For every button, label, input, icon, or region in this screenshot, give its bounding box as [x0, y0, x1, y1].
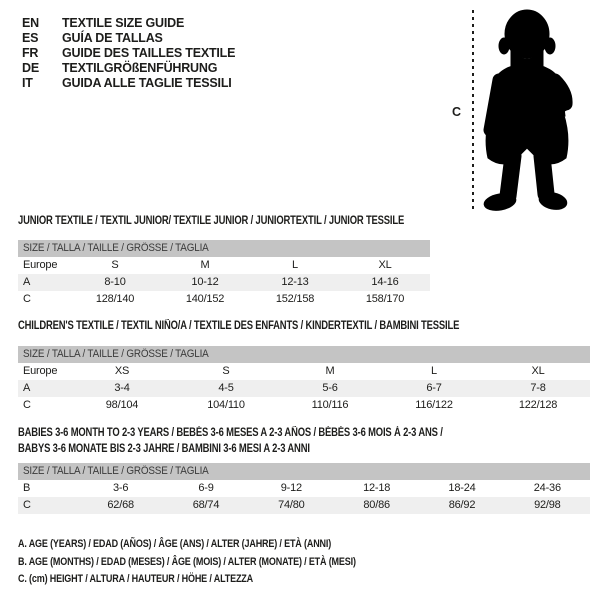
table-row-c — [18, 291, 430, 308]
language-row-it — [22, 76, 235, 91]
footnote-a: A. AGE (YEARS) / EDAD (AÑOS) / ÂGE (ANS) / ALTER (JAHRE) / ETÀ (ANNI) — [18, 538, 332, 550]
table-cell: 7-8 — [530, 382, 546, 394]
table-cell: 92/98 — [534, 499, 561, 511]
footnote-c: C. (cm) HEIGHT / ALTURA / HAUTEUR / HÖHE / ALTEZZA — [18, 573, 254, 585]
language-code: ES — [22, 31, 39, 45]
babies-table-title-line1: BABIES 3-6 MONTH TO 2-3 YEARS / BEBÉS 3-6 MESES A 2-3 AÑOS / BÉBÉS 3-6 MOIS À 2-3 ANS / — [18, 427, 443, 439]
size-header-label: SIZE / TALLA / TAILLE / GRÖSSE / TAGLIA — [23, 242, 209, 254]
table-cell: 14-16 — [371, 276, 399, 288]
table-cell: 4-5 — [218, 382, 234, 394]
table-cell: 18-24 — [448, 482, 476, 494]
language-code: DE — [22, 61, 39, 75]
table-cell: 10-12 — [191, 276, 219, 288]
table-cell: M — [200, 259, 210, 271]
table-rows — [18, 257, 430, 308]
table-row-europe — [18, 257, 430, 274]
row-label: Europe — [23, 365, 58, 377]
row-label: C — [23, 499, 31, 511]
table-cell: XS — [114, 365, 130, 377]
language-list — [22, 16, 235, 91]
table-cell: 3-4 — [114, 382, 130, 394]
size-header-bar — [18, 463, 590, 480]
table-cell: 74/80 — [278, 499, 305, 511]
table-cell: 86/92 — [448, 499, 476, 511]
table-cell: L — [431, 365, 437, 377]
language-label: TEXTILE SIZE GUIDE — [62, 16, 185, 30]
row-label: A — [23, 382, 31, 394]
table-row-c — [18, 397, 590, 414]
table-cell: 98/104 — [105, 399, 139, 411]
language-row-es — [22, 31, 235, 46]
children-table-title: CHILDREN'S TEXTILE / TEXTIL NIÑO/A / TEXTILE DES ENFANTS / KINDERTEXTIL / BAMBINI TESSILE — [18, 320, 460, 332]
junior-size-table — [18, 240, 430, 308]
size-header-bar — [18, 240, 430, 257]
babies-table-title — [18, 425, 443, 457]
table-cell: 12-18 — [363, 482, 391, 494]
height-dashed-line — [472, 10, 474, 210]
babies-table-title-line2: BABYS 3-6 MONATE BIS 2-3 JAHRE / BAMBINI 3-6 MESI A 2-3 ANNI — [18, 443, 310, 455]
language-label: GUÍA DE TALLAS — [62, 31, 163, 45]
baby-silhouette-icon — [483, 8, 573, 212]
table-cell: 68/74 — [192, 499, 220, 511]
table-cell: XL — [531, 365, 545, 377]
row-label: Europe — [23, 259, 58, 271]
language-row-en — [22, 16, 235, 31]
table-cell: 110/116 — [311, 399, 349, 411]
table-cell: 152/158 — [275, 293, 315, 305]
table-cell: 80/86 — [363, 499, 390, 511]
table-cell: 128/140 — [95, 293, 135, 305]
babies-size-table — [18, 463, 590, 514]
table-cell: 6-7 — [426, 382, 442, 394]
children-size-table — [18, 346, 590, 414]
row-label: C — [23, 293, 31, 305]
language-code: IT — [22, 76, 33, 90]
table-cell: 140/152 — [185, 293, 225, 305]
table-cell: 24-36 — [533, 482, 561, 494]
language-label: GUIDA ALLE TAGLIE TESSILI — [62, 76, 232, 90]
language-code: FR — [22, 46, 39, 60]
table-rows — [18, 480, 590, 514]
table-cell: 116/122 — [415, 399, 453, 411]
table-cell: L — [292, 259, 298, 271]
table-rows — [18, 363, 590, 414]
size-header-label: SIZE / TALLA / TAILLE / GRÖSSE / TAGLIA — [23, 465, 209, 477]
table-cell: 62/68 — [107, 499, 134, 511]
table-row-a — [18, 274, 430, 291]
table-cell: 8-10 — [104, 276, 126, 288]
table-cell: 5-6 — [322, 382, 338, 394]
size-header-bar — [18, 346, 590, 363]
row-label: B — [23, 482, 31, 494]
table-cell: S — [222, 365, 230, 377]
footnotes — [18, 536, 430, 589]
language-code: EN — [22, 16, 39, 30]
table-row-b — [18, 480, 590, 497]
junior-table-title: JUNIOR TEXTILE / TEXTIL JUNIOR/ TEXTILE JUNIOR / JUNIORTEXTIL / JUNIOR TESSILE — [18, 215, 405, 227]
footnote-b: B. AGE (MONTHS) / EDAD (MESES) / ÂGE (MOIS) / ALTER (MONATE) / ETÀ (MESI) — [18, 555, 356, 568]
row-label: A — [23, 276, 31, 288]
row-label: C — [23, 399, 31, 411]
height-marker-label: C — [452, 105, 462, 119]
table-cell: M — [325, 365, 335, 377]
table-cell: XL — [378, 259, 392, 271]
table-cell: 158/170 — [365, 293, 405, 305]
table-row-c — [18, 497, 590, 514]
table-cell: 104/110 — [207, 399, 245, 411]
language-label: TEXTILGRÖßENFÜHRUNG — [62, 61, 218, 75]
table-row-europe — [18, 363, 590, 380]
size-header-label: SIZE / TALLA / TAILLE / GRÖSSE / TAGLIA — [23, 348, 209, 360]
table-row-a — [18, 380, 590, 397]
table-cell: 6-9 — [198, 482, 214, 494]
table-cell: 3-6 — [113, 482, 129, 494]
language-row-fr — [22, 46, 235, 61]
language-label: GUIDE DES TAILLES TEXTILE — [62, 46, 236, 60]
language-row-de — [22, 61, 235, 76]
table-cell: 12-13 — [281, 276, 309, 288]
table-cell: 122/128 — [518, 399, 558, 411]
table-cell: 9-12 — [280, 482, 302, 494]
table-cell: S — [111, 259, 119, 271]
